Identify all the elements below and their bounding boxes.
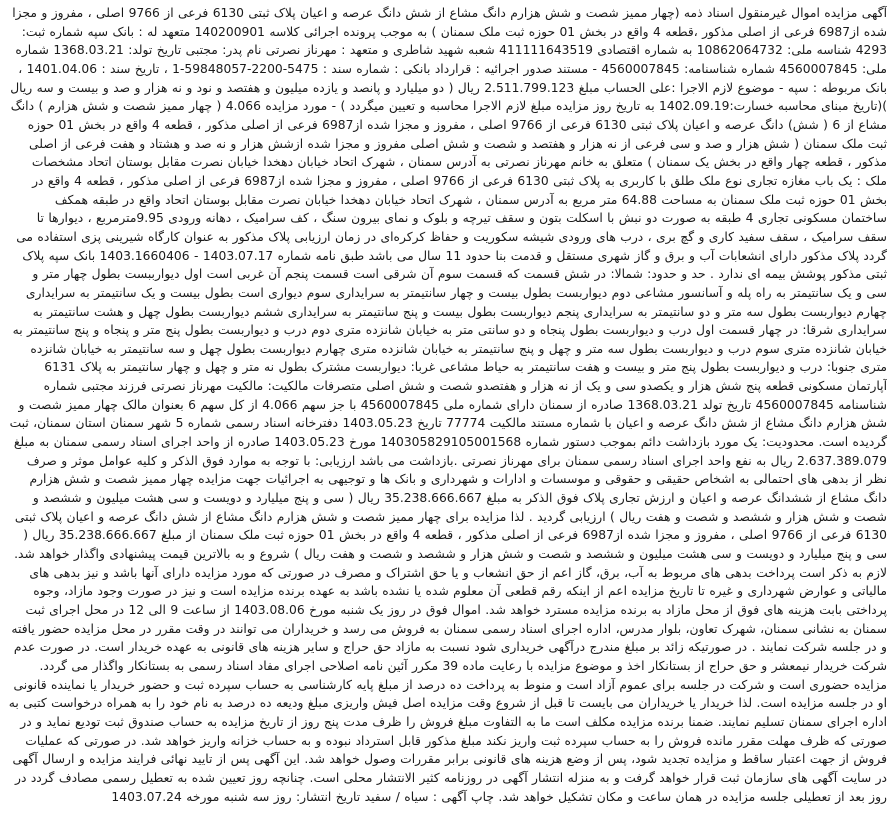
auction-notice xyxy=(8,4,887,827)
auction-notice-text: آگهی مزایده اموال غیرمنقول اسناد ذمه (چهار ممیز شصت و شش هزارم دانگ مشاع از شش دانگ عرصه و اعیان پلاک ثبتی 6130 فرعی از 9766 اصلی ، مفروز و مجزا شده از6987 فرعی از اصلی مذکور ،قطعه 4 واقع در بخش 01 حوزه ثبت ملک سمنان ) به موجب پرونده اجرائی کلاسه 140200901 متعهد له : بانک سپه شماره ثبت: 4293 شناسه ملی: 10862064732 به شماره اقتصادی 411111643519 شعبه شهید شاطری و متعهد : مهرناز نصرتی نام پدر: مجتبی تاریخ تولد: 1368.03.21 شماره ملی: 4560007845 شماره شناسنامه: 4560007845 - مستند صدور اجرائیه : قرارداد بانکی : شماره سند : 5475-2200-59848057-1 ، تاریخ سند : 1401.04.06 ، بانک مربوطه : سپه - موضوع لازم الاجرا :علی الحساب مبلغ 2.511.799.123 ریال ( دو میلیارد و پانصد و یازده میلیون و هفتصد و نود و نه هزار و صد و بیست و سه ریال )(تاریخ مبنای محاسبه خسارت:1402.09.19 به تاریخ روز مزایده مبلغ لازم الاجرا محاسبه و تعیین میگردد ) - مورد مزایده 4.066 ( چهار ممیز شصت و شش هزارم ) دانگ مشاع از 6 ( شش) دانگ عرصه و اعیان پلاک ثبتی 6130 فرعی از 9766 اصلی ، مفروز و مجزا شده از6987 فرعی از اصلی مذکور ، قطعه 4 واقع در بخش 01 حوزه ثبت ملک سمنان ( شش هزار و صد و سی فرعی از نه هزار و هفتصد و شصت و شش اصلی مفروز و مجزا شده ازشش هزار و نه صد و هشتاد و هفت فرعی از اصلی مذکور ، قطعه چهار واقع در بخش یک سمنان ) متعلق به خانم مهرناز نصرتی به آدرس سمنان ، شهرک اتحاد خیابان دهخدا خیابان نصرت مقابل بوستان اتحاد مشخصات ملک : یک باب مغازه تجاری نوع ملک طلق با کاربری به پلاک ثبتی 6130 فرعی از 9766 اصلی ، مفروز و مجزا شده از6987 فرعی از اصلی مذکور ، قطعه 4 واقع در بخش 01 حوزه ثبت ملک سمنان به مساحت 64.88 متر مربع به آدرس سمنان ، شهرک اتحاد خیابان دهخدا خیابان نصرت مقابل بوستان اتحاد واقع در طبقه همکف ساختمان مسکونی تجاری 4 طبقه به صورت دو نبش با اسکلت بتون و سقف تیرچه و بلوک و نمای بیرون سنگ ، کف سرامیک ، دهانه ورودی 9.95مترمربع ، دیوارها تا سقف سرامیک ، سقف سفید کاری و گچ بری ، درب های ورودی شیشه سکوریت و حفاظ کرکره‌ای در زمان ارزیابی پلاک مذکور به عنوان کارگاه شیرینی پزی استفاده می گردد پلاک مذکور دارای انشعابات آب و برق و گاز شهری مستقل و قدمت بنا حدود 11 سال می باشد طبق نامه شماره 1403.07.17 - 1403.1660406 بانک سپه پلاک ثبتی مذکور پوشش بیمه ای ندارد . حد و حدود: شمالا: در شش قسمت که قسمت سوم آن شرقی است قسمت پنجم آن غربی است اول دیوارببست بطول چهار متر و سی و یک سانتیمتر به راه پله و آسانسور مشاعی دوم دیواربست بطول بیست و چهار سانتیمتر به سرایداری سوم دیواری است بطول بیست و یک سانتیمتر به سرایداری چهارم دیواربست بطول سه متر و دو سانتیمتر به سرایداری پنجم دیواربست بطول بیست و پنج سانتیمتر به سرایداری ششم دیواربست بطول چهل و هشت سانتیمتر به سرایداری شرقا: در چهار قسمت اول درب و دیواربست بطول پنجاه و دو سانتی متر به خیابان شانزده متری دوم درب و دیواربست بطول پنج متر و پنجاه و پنج سانتیمتر به خیابان شانزده متری سوم درب و دیواربست بطول سه متر و چهل و پنج سانتیمتر به خیابان شانزده متری چهارم دیواربست بطول چهل و سه سانتیمتر به خیابان شانزده متری جنوبا: درب و دیواربست بطول پنج متر و بیست و هفت سانتیمتر به حیاط مشاعی غربا: دیواربست مشترک بطول نه متر و چهل و چهار سانتیمتر به پلاک 6131 آپارتمان مسکونی قطعه پنج شش هزار و یکصدو سی و یک از نه هزار و هفتصدو شصت و شش اصلی متصرفات مالکیت: مالکیت مهرناز نصرتی فرزند مجتبی شماره شناسنامه 4560007845 تاریخ تولد 1368.03.21 صادره از سمنان دارای شماره ملی 4560007845 با جز سهم 4.066 از کل سهم 6 بعنوان مالک چهار ممیز شصت و شش هزارم دانگ مشاع از شش دانگ عرصه و اعیان با شماره مستند مالکیت 77774 تاریخ 1403.05.23 دفترخانه اسناد رسمی شماره 5 شهر سمنان استان سمنان، ثبت گردیده است. محدودیت: یک مورد بازداشت دائم بموجب دستور شماره 140305829105001568 مورخ 1403.05.23 صادره از واحد اجرای اسناد رسمی سمنان به مبلغ 2.637.389.079 ریال به نفع واحد اجرای اسناد رسمی سمنان برای مهرناز نصرتی .بازداشت می باشد ارزیابی: با توجه به موارد فوق الذکر و کلیه عوامل موثر و صرف نظر از بدهی های احتمالی به اشخاص حقیقی و حقوقی و موسسات و ادارات و شهرداری و بانک ها و توجیهی به اجرائیات جهت مزایده چهار ممیز شصت و شش هزارم دانگ مشاع از ششدانگ عرصه و اعیان و ارزش تجاری پلاک فوق الذکر به مبلغ 35.238.666.667 ریال ( سی و پنج میلیارد و دویست و سی هشت میلیون و ششصد و شصت و شش هزار و ششصد و شصت و هفت ریال ) ارزیابی گردید . لذا مزایده برای چهار ممیز شصت و شش هزارم دانگ مشاع از شش دانگ عرصه و اعیان پلاک ثبتی 6130 فرعی از 9766 اصلی ، مفروز و مجزا شده از6987 فرعی از اصلی مذکور ، قطعه 4 واقع در بخش 01 حوزه ثبت ملک سمنان از مبلغ 35.238.666.667 ریال ( سی و پنج میلیارد و دویست و سی هشت میلیون و ششصد و شصت و شش هزار و ششصد و شصت و هفت ریال ) شروع و به بالاترین قیمت پیشنهادی واگذار خواهد شد. لازم به ذکر است پرداخت بدهی های مربوط به آب، برق، گاز اعم از حق انشعاب و یا حق اشتراک و مصرف در صورتی که مورد مزایده دارای آنها باشد و نیز بدهی های مالیاتی و عوارض شهرداری و غیره تا تاریخ مزایده اعم از اینکه رقم قطعی آن معلوم شده یا نشده باشد به عهده برنده مزایده است و نیز در صورت وجود مازاد، وجوه پرداختی بابت هزینه های فوق از محل مازاد به برنده مزایده مسترد خواهد شد. اموال فوق در روز یک شنبه مورخ 1403.08.06 از ساعت 9 الی 12 در محل اجرای ثبت سمنان به نشانی سمنان، شهرک تعاون، بلوار مدرس، اداره اجرای اسناد رسمی سمنان به فروش می رسد و خریداران می توانند در وقت مقرر در محل مزایده حضور یافته و در جلسه شرکت نمایند . در صورتیکه زائد بر مبلغ مندرج درآگهی خریداری شود نسبت به مازاد حق حراج و سایر هزینه های قانونی به عهده خریدار است. در صورت عدم شرکت خریدار نیمعشر و حق حراج از بستانکار اخذ و موضوع مزایده با رعایت ماده 39 مکرر آئین نامه اصلاحی اجرای مفاد اسناد رسمی به بستانکار واگذار می گردد. مزایده حضوری است و شرکت در جلسه برای عموم آزاد است و منوط به پرداخت ده درصد از مبلغ پایه کارشناسی به حساب سپرده ثبت و حضور خریدار یا نماینده قانونی او در جلسه مزایده است. لذا خریدار یا خریداران می بایست تا قبل از شروع وقت مزایده اصل فیش واریزی مبلغ ودیعه ده درصد به نام خود را به همراه درخواست کتبی به اداره اجرای سمنان تسلیم نمایند. ضمنا برنده مزایده مکلف است ما به التفاوت مبلغ فروش را ظرف مدت پنج روز از تاریخ مزایده به حساب صندوق ثبت تودیع نماید و در صورتی که ظرف مهلت مقرر مانده فروش را به حساب سپرده ثبت واریز نکند مبلغ مذکور قابل استرداد نبوده و به حساب خزانه واریز خواهد شد. در صورتی که عملیات فروش از جهت اعتبار ساقط و مزایده تجدید شود، پس از وضع هزینه های قانونی برابر مقررات وصول خواهد شد. این آگهی پس از تایید نهائی فرایند مزایده و ارسال آگهی در سایت آگهی های سازمان ثبت قرار خواهد گرفت و به منزله انتشار آگهی در روزنامه کثیر الانتشار محلی است. چنانچه روز تعیین شده به تعطیل رسمی مصادف گردد در روز بعد از تعطیلی جلسه مزایده در همان ساعت و مکان تشکیل خواهد شد. چاپ آگهی : سیاه / سفید تاریخ انتشار: روز سه شنبه مورخه 1403.07.24 xyxy=(8,6,887,804)
